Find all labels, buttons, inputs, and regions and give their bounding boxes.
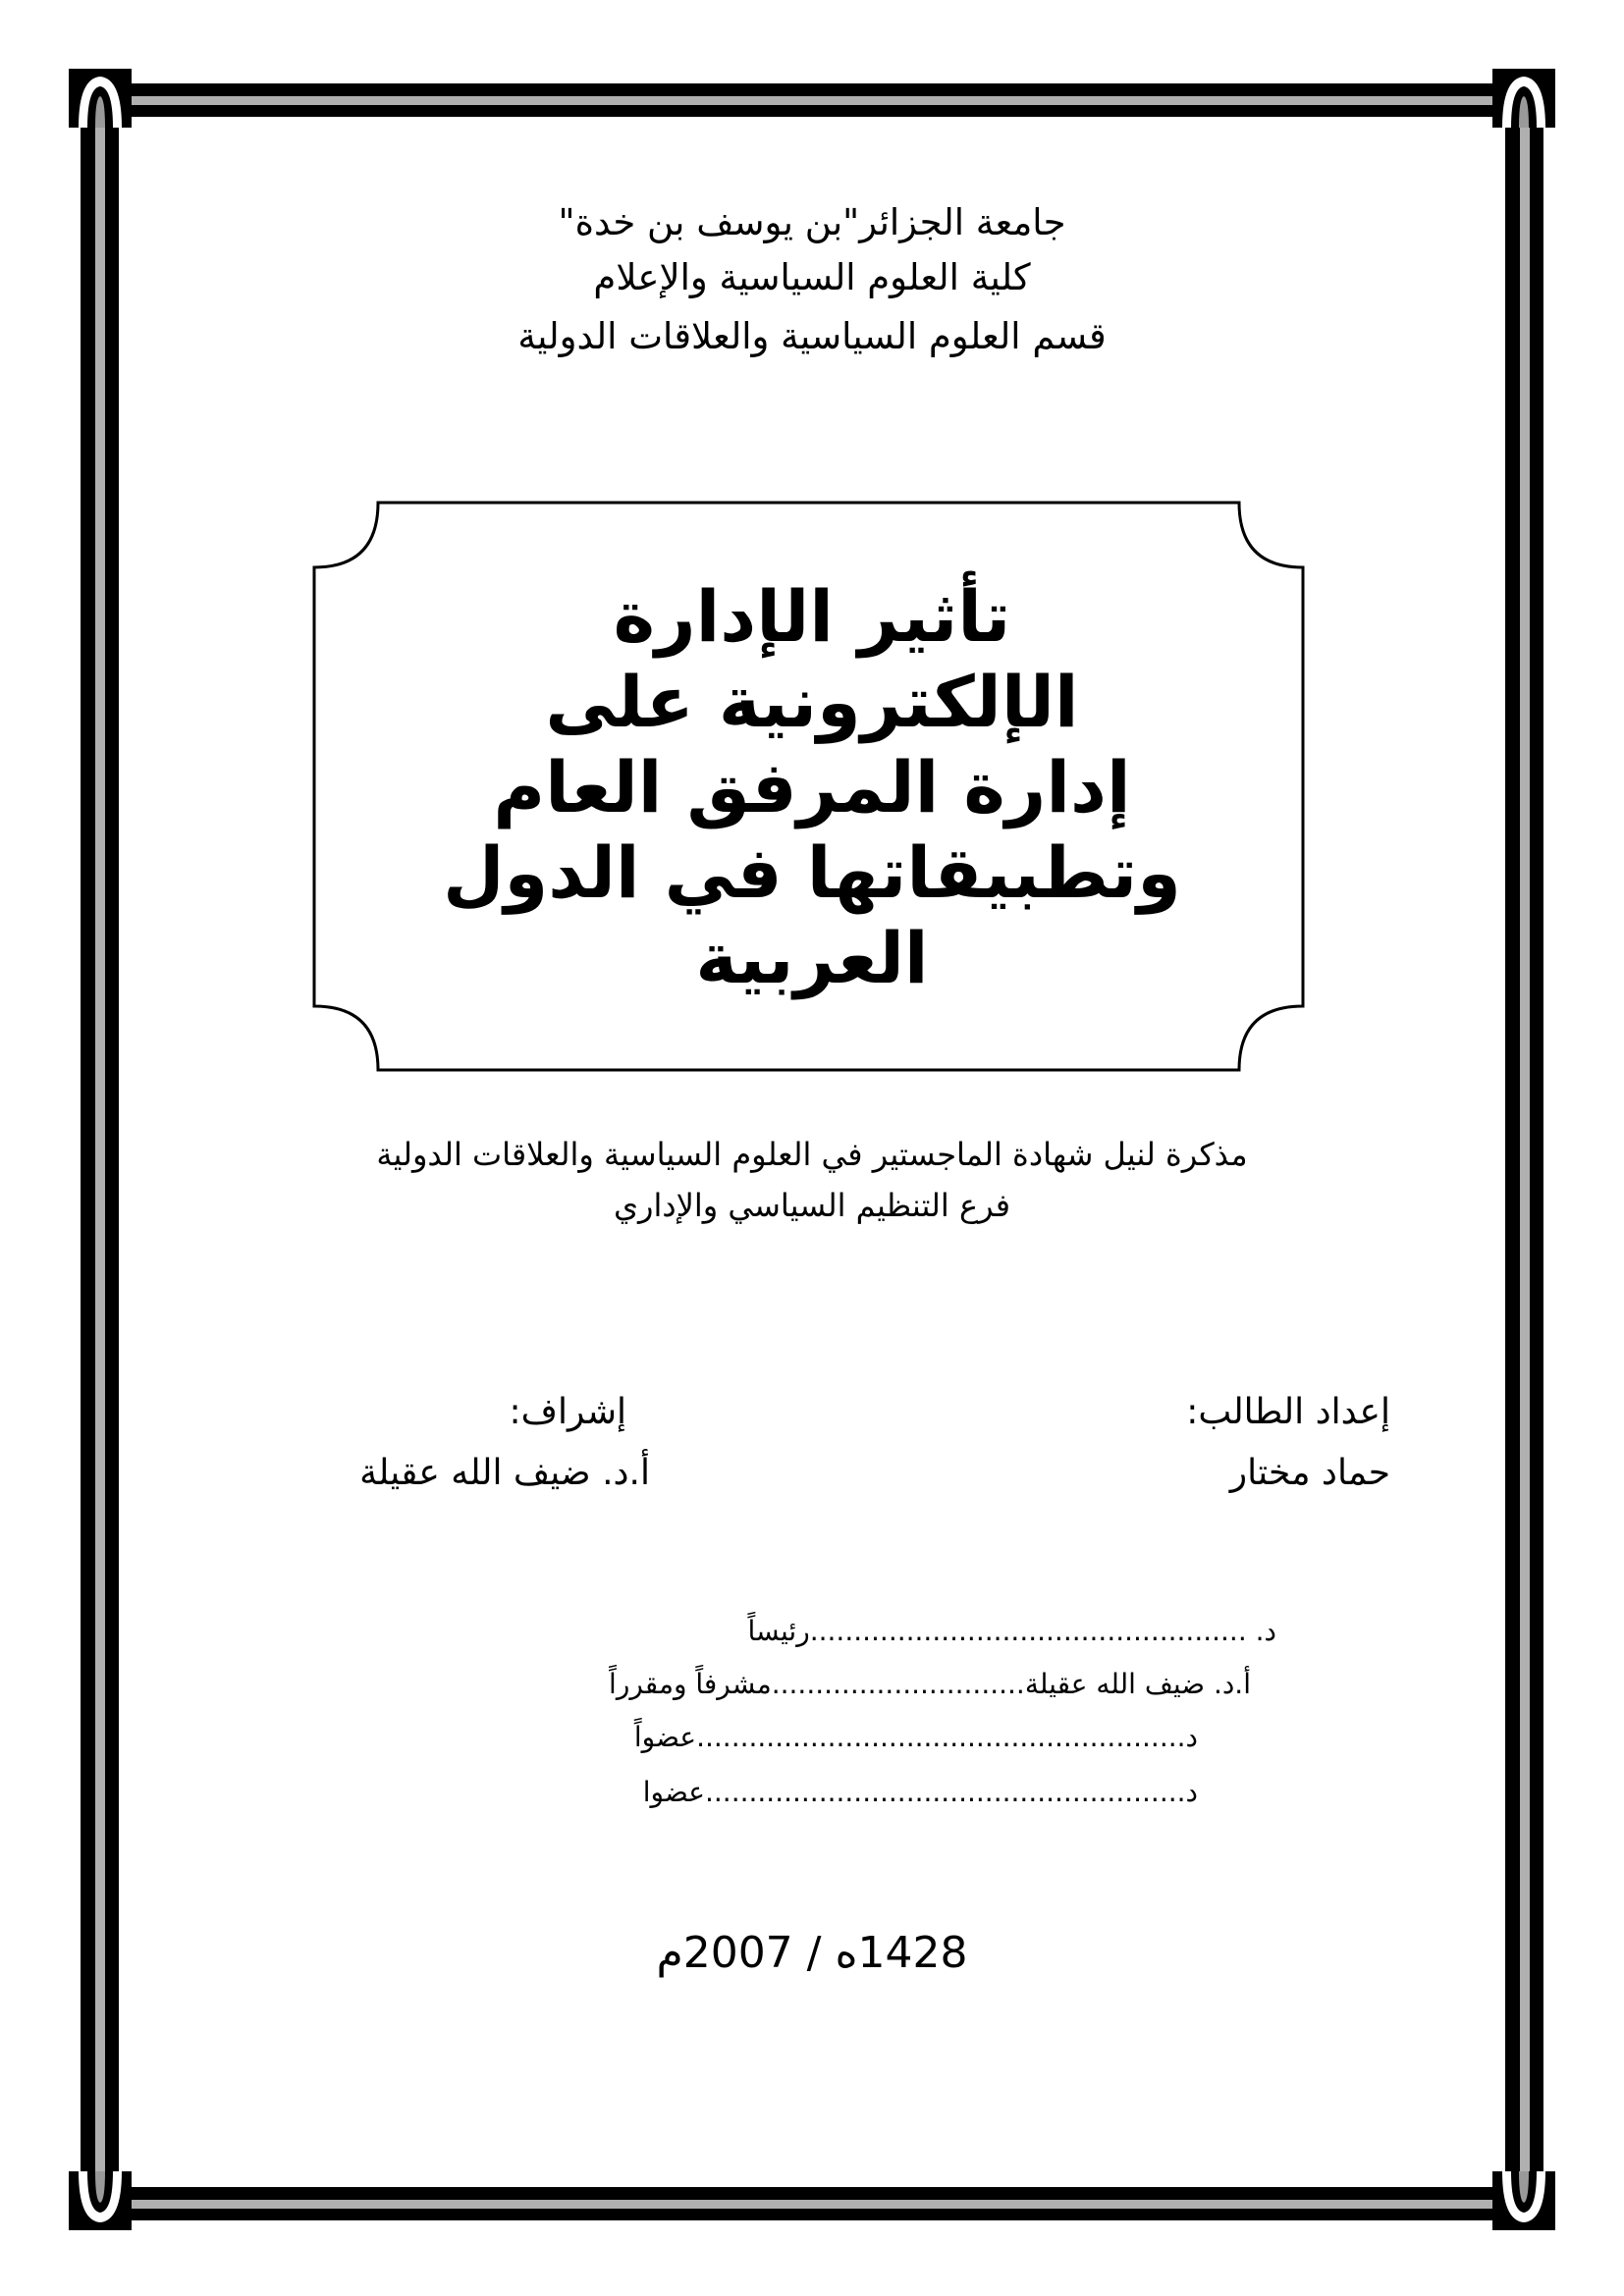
- title-line-5: العربية: [695, 917, 929, 999]
- corner-ornament-bottom-right: [1492, 2171, 1555, 2230]
- jury-member-president: د. ..................................................رئيساً: [747, 1615, 1276, 1647]
- department-name: قسم العلوم السياسية والعلاقات الدولية: [517, 315, 1107, 357]
- university-name: جامعة الجزائر"بن يوسف بن خدة": [558, 201, 1066, 243]
- jury-member-supervisor: أ.د. ضيف الله عقيلة.............................مشرفاً ومقرراً: [609, 1668, 1251, 1700]
- student-label: إعداد الطالب:: [1186, 1392, 1390, 1432]
- corner-ornament-top-right: [1492, 69, 1555, 128]
- supervisor-label: إشراف:: [509, 1392, 626, 1432]
- title-line-3: إدارة المرفق العام: [493, 746, 1131, 828]
- student-name: حماد مختار: [1229, 1453, 1390, 1493]
- degree-description: مذكرة لنيل شهادة الماجستير في العلوم السياسية والعلاقات الدولية: [376, 1136, 1248, 1173]
- faculty-name: كلية العلوم السياسية والإعلام: [593, 256, 1031, 298]
- corner-ornament-bottom-left: [69, 2171, 132, 2230]
- supervisor-name: أ.د. ضيف الله عقيلة: [359, 1453, 650, 1493]
- title-line-2: الإلكترونية على: [545, 661, 1079, 743]
- title-line-4: وتطبيقاتها في الدول: [443, 831, 1181, 914]
- corner-ornament-top-left: [69, 69, 132, 128]
- jury-member-3: د........................................................عضواً: [633, 1721, 1198, 1753]
- bottom-border-band: [103, 2187, 1522, 2220]
- top-border-band: [103, 83, 1522, 117]
- title-line-1: تأثير الإدارة: [613, 575, 1011, 658]
- degree-branch: فرع التنظيم السياسي والإداري: [613, 1187, 1011, 1224]
- date: 1428ه / 2007م: [656, 1928, 968, 1978]
- jury-member-4: د.......................................................عضوا: [642, 1776, 1198, 1808]
